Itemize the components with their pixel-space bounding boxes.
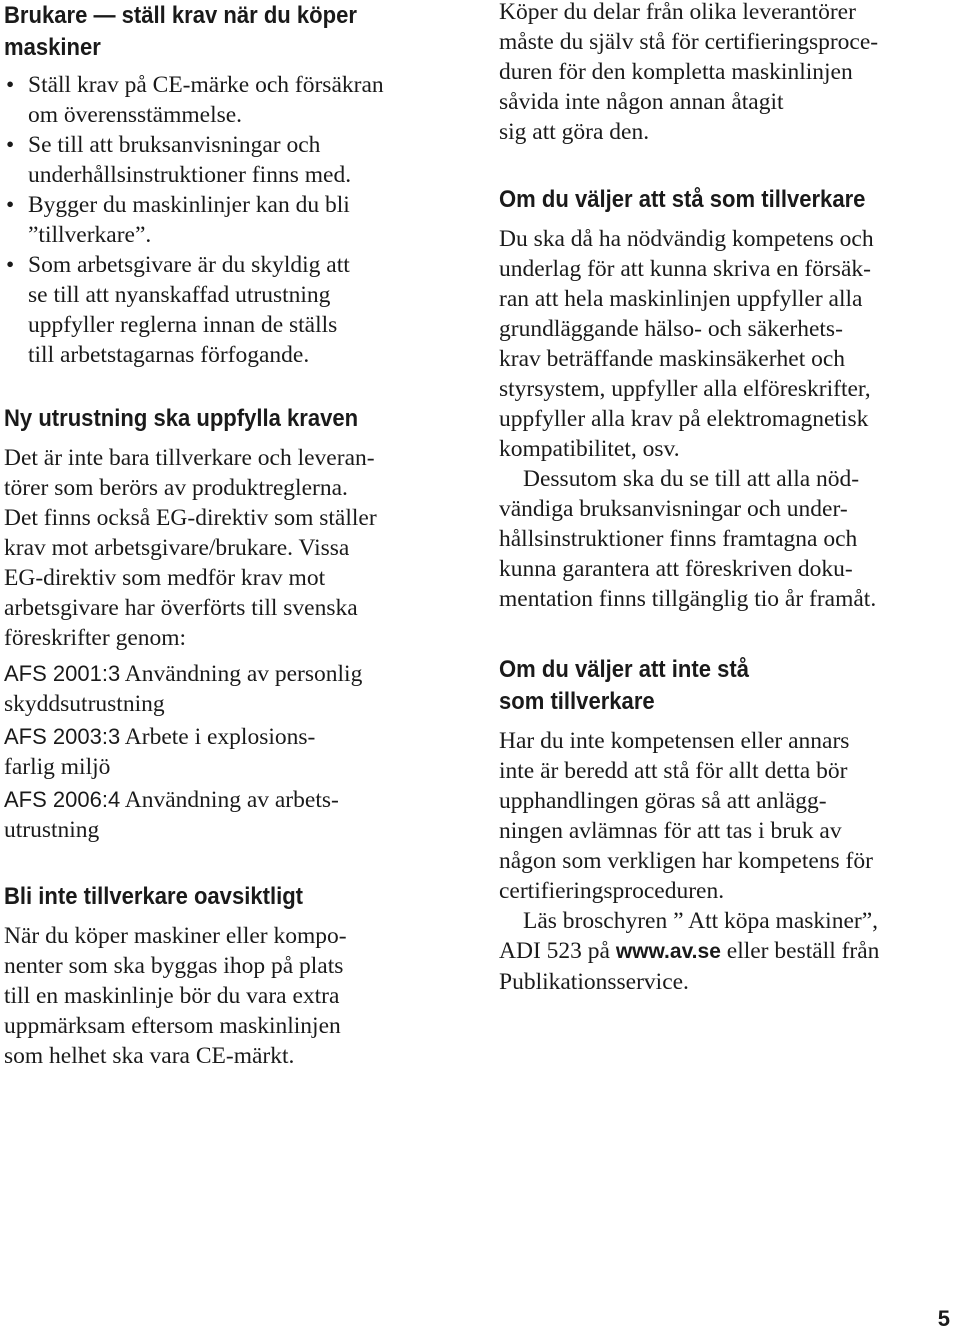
text-line: uppfyller alla krav på elektromagnetisk — [499, 406, 869, 432]
text-line: Dessutom ska du se till att alla nöd- — [523, 466, 860, 492]
text-line: När du köper maskiner eller kompo- — [4, 923, 347, 949]
afs-code: AFS 2001:3 — [4, 661, 121, 686]
heading-brukare — [4, 0, 474, 64]
heading-inte-sta-som-tillverkare — [499, 654, 960, 718]
afs-entry — [4, 722, 474, 782]
text-line: nenter som ska byggas ihop på plats — [4, 953, 344, 979]
afs-entry — [4, 785, 474, 845]
heading-bli-inte-tillverkare: Bli inte tillverkare oavsiktligt — [4, 883, 304, 910]
left-column — [4, 0, 474, 1071]
paragraph-maskinlinje — [4, 921, 474, 1071]
list-item-line: Bygger du maskinlinjer kan du bli — [28, 192, 350, 218]
list-item-line: till arbetstagarnas förfogande. — [28, 342, 310, 368]
text-line: EG-direktiv som medför krav mot — [4, 565, 326, 591]
text-line — [499, 936, 960, 967]
afs-title-cont: skyddsutrustning — [4, 691, 165, 717]
website-link[interactable]: www.av.se — [615, 940, 721, 963]
text-line: inte är beredd att stå för allt detta bör — [499, 758, 848, 784]
list-item-line: om överensstämmelse. — [28, 102, 243, 128]
heading-line: som tillverkare — [499, 688, 655, 715]
requirements-list — [4, 70, 474, 370]
afs-title: Arbete i explosions- — [120, 724, 316, 750]
list-item-line: Som arbetsgivare är du skyldig att — [28, 252, 350, 278]
afs-entry — [4, 659, 474, 719]
paragraph-dokumentation — [499, 464, 960, 614]
heading-line: maskiner — [4, 34, 101, 61]
afs-code: AFS 2003:3 — [4, 724, 121, 749]
text-line: uppmärksam eftersom maskinlinjen — [4, 1013, 341, 1039]
text-line: arbetsgivare har överförts till svenska — [4, 595, 358, 621]
list-item — [4, 70, 474, 130]
text-line: styrsystem, uppfyller alla elföreskrifter, — [499, 376, 871, 402]
list-item-line: se till att nyanskaffad utrustning — [28, 282, 331, 308]
text-line: föreskrifter genom: — [4, 625, 187, 651]
afs-code: AFS 2006:4 — [4, 787, 121, 812]
text-line: krav beträffande maskinsäkerhet och — [499, 346, 846, 372]
text-line: Det är inte bara tillverkare och leveran- — [4, 445, 375, 471]
text-line: törer som berörs av produktreglerna. — [4, 475, 348, 501]
list-item — [4, 250, 474, 370]
text-span: ADI 523 på — [499, 938, 616, 964]
page-number: 5 — [937, 1306, 950, 1331]
bullet-icon: • — [6, 192, 15, 218]
heading-sta-som-tillverkare: Om du väljer att stå som tillverkare — [499, 186, 866, 213]
text-line: duren för den kompletta maskinlinjen — [499, 59, 853, 85]
text-line: krav mot arbetsgivare/brukare. Vissa — [4, 535, 350, 561]
heading-line: Om du väljer att inte stå — [499, 656, 749, 683]
text-line: måste du själv stå för certifieringsproce- — [499, 29, 879, 55]
text-span: eller beställ från — [720, 938, 880, 964]
text-line: ningen avlämnas för att tas i bruk av — [499, 818, 842, 844]
text-line: Köper du delar från olika leverantörer — [499, 0, 856, 25]
text-line: ran att hela maskinlinjen uppfyller alla — [499, 286, 863, 312]
list-item-line: ”tillverkare”. — [28, 222, 152, 248]
list-item-line: uppfyller reglerna innan de ställs — [28, 312, 338, 338]
list-item-line: underhållsinstruktioner finns med. — [28, 162, 352, 188]
afs-title-cont: utrustning — [4, 817, 100, 843]
text-line: underlag för att kunna skriva en försäk- — [499, 256, 871, 282]
right-column — [499, 0, 960, 997]
afs-title-cont: farlig miljö — [4, 754, 111, 780]
text-line: Läs broschyren ” Att köpa maskiner”, — [523, 908, 879, 934]
paragraph-upphandling — [499, 726, 960, 906]
heading-ny-utrustning: Ny utrustning ska uppfylla kraven — [4, 405, 359, 432]
afs-title: Användning av personlig — [120, 661, 363, 687]
text-line: kompatibilitet, osv. — [499, 436, 680, 462]
paragraph-kompetens — [499, 224, 960, 464]
text-line: certifieringsproceduren. — [499, 878, 725, 904]
text-line: grundläggande hälso- och säkerhets- — [499, 316, 843, 342]
afs-list — [4, 659, 474, 845]
text-line: till en maskinlinje bör du vara extra — [4, 983, 340, 1009]
list-item — [4, 130, 474, 190]
text-line: hållsinstruktioner finns framtagna och — [499, 526, 858, 552]
text-line: Publikationsservice. — [499, 969, 689, 995]
bullet-icon: • — [6, 72, 15, 98]
bullet-icon: • — [6, 252, 15, 278]
text-line: någon som verkligen har kompetens för — [499, 848, 873, 874]
list-item — [4, 190, 474, 250]
text-line: Har du inte kompetensen eller annars — [499, 728, 850, 754]
text-line: vändiga bruksanvisningar och under- — [499, 496, 848, 522]
text-line: Det finns också EG-direktiv som ställer — [4, 505, 377, 531]
text-line: upphandlingen göras så att anlägg- — [499, 788, 827, 814]
text-line: Du ska då ha nödvändig kompetens och — [499, 226, 874, 252]
text-line: sig att göra den. — [499, 119, 650, 145]
paragraph-broschyr — [499, 906, 960, 997]
text-line: kunna garantera att föreskriven doku- — [499, 556, 853, 582]
text-line: som helhet ska vara CE-märkt. — [4, 1043, 295, 1069]
heading-line: Brukare — ställ krav när du köper — [4, 2, 357, 29]
list-item-line: Se till att bruksanvisningar och — [28, 132, 321, 158]
list-item-line: Ställ krav på CE-märke och försäkran — [28, 72, 384, 98]
paragraph-leverantorer — [499, 0, 960, 147]
bullet-icon: • — [6, 132, 15, 158]
text-line: såvida inte någon annan åtagit — [499, 89, 784, 115]
text-line: mentation finns tillgänglig tio år framåt. — [499, 586, 877, 612]
afs-title: Användning av arbets- — [120, 787, 339, 813]
paragraph-produktregler — [4, 443, 474, 653]
